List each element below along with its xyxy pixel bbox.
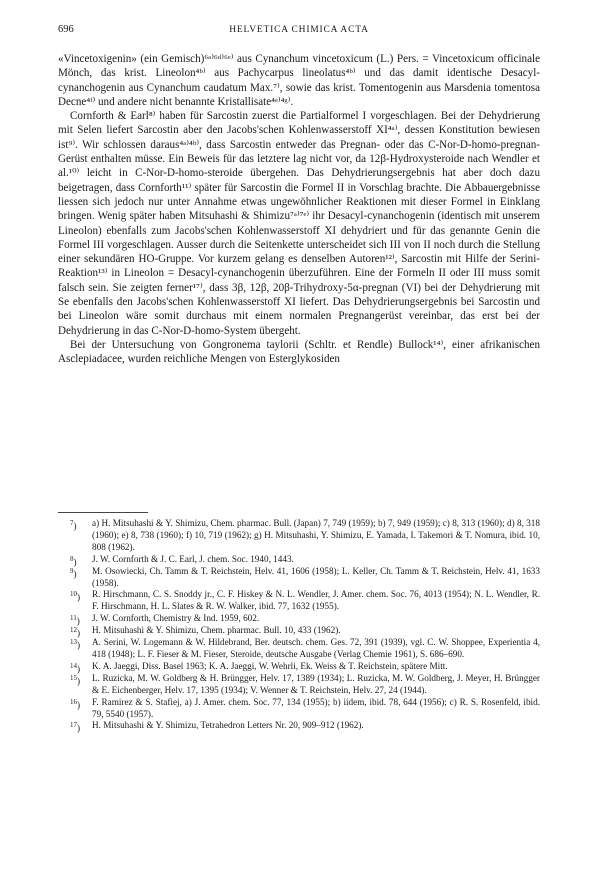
footnote: $^8$) J. W. Cornforth & J. C. Earl, J. chem. Soc. 1940, 1443.: [70, 553, 294, 567]
footnotes: [58, 518, 540, 732]
footnote-text: F. Ramirez & S. Stafiej, a) J. Amer. chem. Soc. 77, 134 (1955); b) iidem, ibid. 78, 644 (1956); c) R. S. Rosenfeld, ibid. 79, 5540 (1957).: [92, 696, 540, 719]
footnote: $^{17}$) H. Mitsuhashi & Y. Shimizu, Tetrahedron Letters Nr. 20, 909–912 (1962).: [70, 720, 364, 734]
footnote: $^{11}$) J. W. Cornforth, Chemistry & Ind. 1959, 602.: [70, 613, 260, 627]
paragraph-3: Bei der Untersuchung von Gongronema taylorii (Schltr. et Rendle) Bullock¹⁴⁾, einer afrikanischen Asclepiadacee, wurden reichliche Mengen von Esterglykosiden: [58, 338, 540, 366]
footnote-separator: [58, 512, 148, 513]
footnote: $^{14}$) K. A. Jaeggi, Diss. Basel 1963; K. A. Jaeggi, W. Wehrli, Ek. Weiss & T. Reichstein, spätere Mitt.: [70, 660, 448, 674]
footnote-text: J. W. Cornforth & J. C. Earl, J. chem. Soc. 1940, 1443.: [92, 553, 294, 564]
footnote-number: 17: [70, 721, 77, 730]
footnote-number: 11: [70, 614, 77, 623]
footnote: $^{15}$) L. Ruzicka, M. W. Goldberg & H. Brüngger, Helv. 17, 1389 (1934); L. Ruzicka, M. W. Goldberg, J. Meyer, H. Brüngger & E. Eichenberger, Helv. 17, 1395 (1934); V. Wenner & T. Reichstein, Helv. 27, 24 (1944).: [70, 672, 540, 695]
footnote-text: H. Mitsuhashi & Y. Shimizu, Tetrahedron Letters Nr. 20, 909–912 (1962).: [92, 720, 364, 731]
footnote-text: R. Hirschmann, C. S. Snoddy jr., C. F. Hiskey & N. L. Wendler, J. Amer. chem. Soc. 76, 4013 (1954); N. L. Wendler, R. F. Hirschmann, H. L. Slates & R. W. Walker, ibid. 77, 1632 (1955).: [92, 589, 540, 612]
footnote-text: M. Osowiecki, Ch. Tamm & T. Reichstein, Helv. 41, 1606 (1958); L. Keller, Ch. Tamm & T. Reichstein, Helv. 41, 1633 (1958).: [92, 565, 540, 588]
paragraph-1: «Vincetoxigenin» (ein Gemisch)⁶ᵃ⁾⁶ᵈ⁾⁶ᵉ⁾ aus Cynanchum vincetoxicum (L.) Pers. = Vincetoxicum officinale Mönch, das krist. Lineolon⁴ᵇ⁾ aus Pachycarpus lineolatus⁴ᵇ⁾ und das damit identische Desacyl-cynanchogenin aus Cynanchum caudatum Max.⁷⁾, sowie das krist. Tomentogenin aus Marsdenia tomentosa Decne⁴ᶠ⁾ und andere nicht benannte Kristallisate⁴ᵉ⁾⁴ᵍ⁾.: [58, 53, 540, 108]
footnote-text: A. Serini, W. Logemann & W. Hildebrand, Ber. deutsch. chem. Ges. 72, 391 (1939), vgl. C. W. Shoppee, Experientia 4, 418 (1948); L. F. Fieser & M. Fieser, Steroide, deutsche Ausgabe (Verlag Chemie 1961), S. 686–690.: [92, 637, 540, 659]
footnote-text: L. Ruzicka, M. W. Goldberg & H. Brüngger, Helv. 17, 1389 (1934); L. Ruzicka, M. W. Goldberg, J. Meyer, H. Brüngger & E. Eichenberger, Helv. 17, 1395 (1934); V. Wenner & T. Reichstein, Helv. 27, 24 (1944).: [92, 672, 540, 695]
footnote-number: 12: [70, 626, 77, 635]
footnote: $^{10}$) R. Hirschmann, C. S. Snoddy jr., C. F. Hiskey & N. L. Wendler, J. Amer. chem. Soc. 76, 4013 (1954); N. L. Wendler, R. F. Hirschmann, H. L. Slates & R. W. Walker, ibid. 77, 1632 (1955).: [70, 589, 540, 612]
paragraph-2: Cornforth & Earl⁸⁾ haben für Sarcostin zuerst die Partialformel I vorgeschlagen. Bei der Dehydrierung mit Selen liefert Sarcostin aber den Jacobs'schen Kohlenwasserstoff XI⁴ᵃ⁾, dessen Konstitution bewiesen ist⁹⁾. Wir schlossen daraus⁴ᵃ⁾⁴ᵇ⁾, dass Sarcostin entweder das Pregnan- oder das C-Nor-D-homo-pregnan-Gerüst enthalten müsse. Ein Beweis für das letztere lag nicht vor, da 12β-Hydroxysteroide nach Wendler et al.¹⁰⁾ leicht in C-Nor-D-homo-steroide übergehen. Das Dehydrierungsergebnis hat aber doch dazu beigetragen, dass Cornforth¹¹⁾ später für Sarcostin die Formel II in Vorschlag brachte. Die Abbauergebnisse liessen sich jedoch nur unter Annahme etwas ungewöhnlicher Reaktionen mit dieser Formel in Einklang bringen. Wenig später haben Mitsuhashi & Shimizu⁷ᵃ⁾⁷ᵉ⁾ ihr Desacyl-cynanchogenin (identisch mit unserem Lineolon) ebenfalls zum Jacobs'schen Kohlenwasserstoff XI dehydriert und für das genannte Genin die Formel III vorgeschlagen. Ausser durch die Seitenkette unterscheidet sich III von II noch durch die Stellung einer sekundären HO-Gruppe. Vor kurzem gelang es denselben Autoren¹²⁾, Sarcostin mit Hilfe der Serini-Reaktion¹³⁾ in Lineolon = Desacyl-cynanchogenin überzuführen. Eine der Formeln II oder III muss somit falsch sein. Sie zeigten ferner¹⁷⁾, dass 3β, 12β, 20β-Trihydroxy-5α-pregnan (VI) bei der Dehydrierung mit Se ebenfalls den Jacobs'schen Kohlenwasserstoff XI liefert. Das Dehydrierungsergebnis bei Sarcostin und bei Lineolon wäre somit durchaus mit einem normalen Pregnangerüst vereinbar, das erst bei der Dehydrierung in das C-Nor-D-homo-System übergeht.: [58, 110, 540, 337]
footnote-number: 10: [70, 590, 77, 599]
footnote: $^7$) a) H. Mitsuhashi & Y. Shimizu, Chem. pharmac. Bull. (Japan) 7, 749 (1959); b) 7, 949 (1959); c) 8, 313 (1960); d) 8, 318 (1960); e) 8, 738 (1960); f) 10, 719 (1962); g) H. Mitsuhashi, Y. Shimizu, E. Yamada, I. Takemori & T. Nomura, ibid. 10, 808 (1962).: [70, 518, 540, 552]
running-header: [58, 24, 540, 38]
footnote-text: H. Mitsuhashi & Y. Shimizu, Chem. pharmac. Bull. 10, 433 (1962).: [92, 625, 341, 636]
footnote-number: 14: [70, 661, 77, 670]
footnote: $^{16}$) F. Ramirez & S. Stafiej, a) J. Amer. chem. Soc. 77, 134 (1955); b) iidem, ibid. 78, 644 (1956); c) R. S. Rosenfeld, ibid. 79, 5540 (1957).: [70, 696, 540, 719]
footnote-number: 13: [70, 638, 77, 647]
footnote: $^{12}$) H. Mitsuhashi & Y. Shimizu, Chem. pharmac. Bull. 10, 433 (1962).: [70, 625, 341, 639]
footnote-text: a) H. Mitsuhashi & Y. Shimizu, Chem. pharmac. Bull. (Japan) 7, 749 (1959); b) 7, 949 (1959); c) 8, 313 (1960); d) 8, 318 (1960); e) 8, 738 (1960); f) 10, 719 (1962); g) H. Mitsuhashi, Y. Shimizu, E. Yamada, I. Takemori & T. Nomura, ibid. 10, 808 (1962).: [92, 518, 540, 552]
footnote-number: 7: [70, 519, 74, 527]
journal-title: HELVETICA CHIMICA ACTA: [229, 25, 369, 35]
footnote-number: 8: [70, 554, 74, 563]
footnote-number: 15: [70, 673, 77, 682]
page-number: 696: [58, 24, 74, 35]
footnote-text: J. W. Cornforth, Chemistry & Ind. 1959, 602.: [92, 613, 260, 624]
footnote: $^{13}$) A. Serini, W. Logemann & W. Hildebrand, Ber. deutsch. chem. Ges. 72, 391 (1939), vgl. C. W. Shoppee, Experientia 4, 418 (1948); L. F. Fieser & M. Fieser, Steroide, deutsche Ausgabe (Verlag Chemie 1961), S. 686–690.: [70, 637, 540, 659]
footnote: $^9$) M. Osowiecki, Ch. Tamm & T. Reichstein, Helv. 41, 1606 (1958); L. Keller, Ch. Tamm & T. Reichstein, Helv. 41, 1633 (1958).: [70, 565, 540, 588]
footnote-text: K. A. Jaeggi, Diss. Basel 1963; K. A. Jaeggi, W. Wehrli, Ek. Weiss & T. Reichstein, spätere Mitt.: [92, 660, 448, 671]
footnote-number: 16: [70, 697, 77, 706]
body-text: [58, 52, 540, 367]
footnote-number: 9: [70, 566, 74, 575]
